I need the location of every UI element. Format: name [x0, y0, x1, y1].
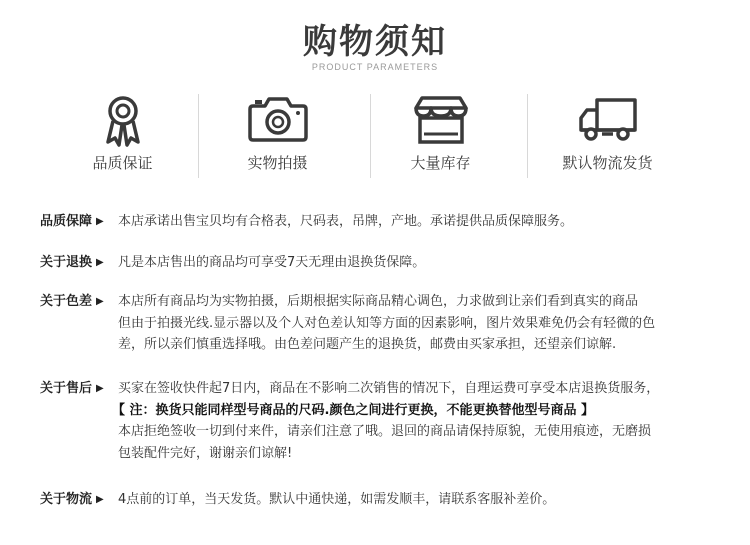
row-body — [112, 378, 718, 464]
feature-label: 实物拍摄 — [247, 154, 308, 172]
row-text: 包装配件完好，谢谢亲们谅解! — [118, 445, 293, 461]
divider — [527, 94, 528, 178]
feature-logistics — [535, 92, 680, 180]
row-label: 品质保障 ▶ — [40, 211, 104, 234]
feature-label: 品质保证 — [92, 154, 153, 172]
row-body — [118, 211, 718, 233]
row-label: 关于退换 ▶ — [40, 252, 104, 275]
delivery-truck-icon — [577, 94, 639, 144]
feature-quality — [50, 92, 195, 180]
row-body — [118, 252, 718, 274]
row-text: 差，所以亲们慎重选择哦。由色差问题产生的退换货，邮费由买家承担，还望亲们谅解. — [118, 337, 617, 352]
feature-real-photo — [205, 92, 350, 180]
row-text: 但由于拍摄光线.显示器以及个人对色差认知等方面的因素影响，图片效果难免仍会有轻微的色 — [118, 315, 656, 331]
feature-stock — [368, 92, 513, 180]
arrow-right-icon: ▶ — [96, 216, 104, 227]
page-title: 购物须知 — [303, 22, 447, 62]
award-ribbon-icon — [101, 94, 145, 148]
row-body — [118, 291, 718, 356]
store-icon — [412, 94, 470, 146]
feature-strip — [50, 92, 700, 180]
camera-icon — [247, 94, 309, 144]
feature-label: 默认物流发货 — [562, 154, 653, 172]
row-label: 关于物流 ▶ — [40, 489, 104, 512]
arrow-right-icon: ▶ — [96, 383, 104, 394]
row-label: 关于色差 ▶ — [40, 291, 104, 314]
row-text: 本店拒绝签收一切到付来件，请亲们注意了哦。退回的商品请保持原貌，无使用痕迹，无磨损 — [118, 424, 652, 439]
arrow-right-icon: ▶ — [96, 296, 104, 307]
row-text: 本店所有商品均为实物拍摄，后期根据实际商品精心调色，力求做到让亲们看到真实的商品 — [118, 294, 639, 309]
row-text: 凡是本店售出的商品均可享受7天无理由退换货保障。 — [118, 255, 426, 270]
divider — [198, 94, 199, 178]
row-text: 本店承诺出售宝贝均有合格表，尺码表，吊牌，产地。承诺提供品质保障服务。 — [118, 214, 574, 229]
row-text: 买家在签收快件起7日内，商品在不影响二次销售的情况下，自理运费可享受本店退换货服务， — [118, 381, 660, 396]
page-subtitle: PRODUCT PARAMETERS — [311, 62, 439, 72]
feature-label: 大量库存 — [410, 154, 471, 172]
row-text: 4点前的订单，当天发货。默认中通快递，如需发顺丰，请联系客服补差价。 — [118, 492, 556, 507]
row-text-emphasis: 【 注：换货只能同样型号商品的尺码.颜色之间进行更换，不能更换替他型号商品 】 — [112, 402, 594, 418]
row-label: 关于售后 ▶ — [40, 378, 104, 401]
arrow-right-icon: ▶ — [96, 494, 104, 505]
arrow-right-icon: ▶ — [96, 257, 104, 268]
row-body — [118, 489, 718, 511]
